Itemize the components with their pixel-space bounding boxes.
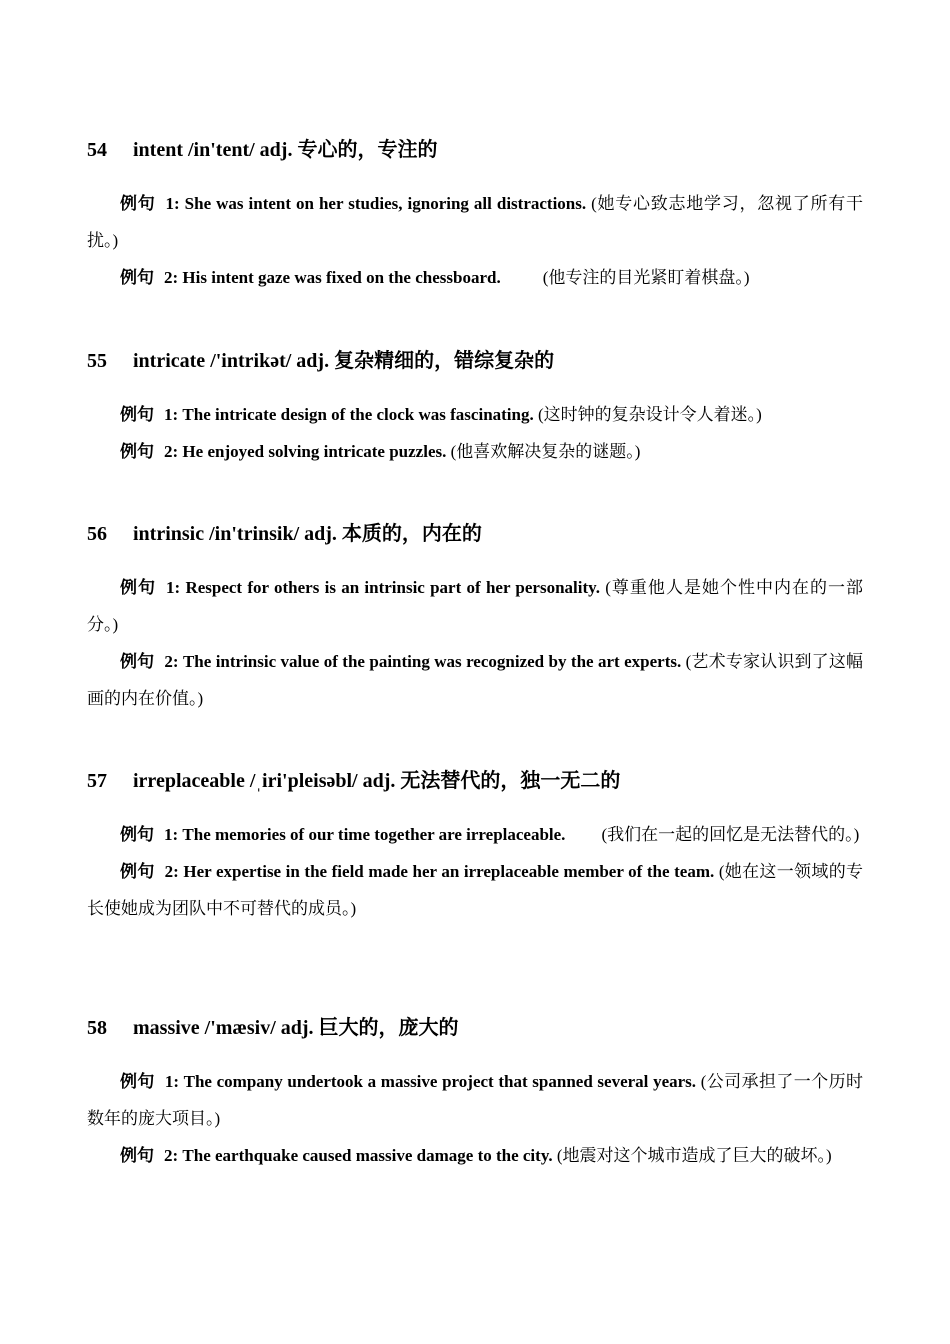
example-label: 例句	[120, 194, 156, 213]
entry-word: intrinsic /in'trinsik/ adj. 本质的，内在的	[133, 523, 482, 545]
example-sentence	[87, 816, 863, 853]
example-sentence	[87, 569, 863, 643]
example-chinese: (尊重他人是她个性中内在的一部分。)	[87, 578, 864, 634]
example-english: She was intent on her studies, ignoring all distractions.	[184, 194, 587, 213]
entry-word: irreplaceable /ˌiri'pleisəbl/ adj. 无法替代的，独一无二的	[133, 770, 621, 792]
example-chinese: (这时钟的复杂设计令人着迷。)	[538, 405, 762, 424]
example-prefix: 2:	[164, 1146, 179, 1165]
example-label: 例句	[120, 1072, 155, 1091]
example-chinese: (他喜欢解决复杂的谜题。)	[450, 442, 641, 461]
example-english: The earthquake caused massive damage to the city.	[182, 1146, 553, 1165]
example-chinese: (她专心致志地学习，忽视了所有干扰。)	[87, 194, 864, 250]
example-english: The intrinsic value of the painting was recognized by the art experts.	[182, 652, 682, 671]
vocab-entry-58	[87, 1015, 863, 1174]
vocab-entry-55	[87, 348, 863, 470]
example-prefix: 1:	[164, 825, 179, 844]
example-label: 例句	[120, 405, 154, 424]
example-english: The company undertook a massive project that spanned several years.	[183, 1072, 697, 1091]
example-label: 例句	[120, 862, 155, 881]
example-sentence	[87, 643, 863, 717]
vocab-entry-57	[87, 768, 863, 927]
example-sentence	[87, 1137, 863, 1174]
example-label: 例句	[120, 578, 157, 597]
entry-number: 58	[87, 1017, 107, 1039]
example-label: 例句	[120, 652, 155, 671]
entry-word: massive /'mæsiv/ adj. 巨大的，庞大的	[133, 1017, 459, 1039]
example-sentence	[87, 396, 863, 433]
example-label: 例句	[120, 268, 154, 287]
example-english: The memories of our time together are irreplaceable.	[182, 825, 566, 844]
example-chinese: (她在这一领域的专长使她成为团队中不可替代的成员。)	[87, 862, 864, 918]
example-prefix: 2:	[164, 268, 179, 287]
entry-number: 54	[87, 139, 107, 161]
entry-number: 56	[87, 523, 107, 545]
example-sentence	[87, 185, 863, 259]
entry-heading	[87, 1015, 863, 1041]
example-english: His intent gaze was fixed on the chessboard.	[182, 268, 501, 287]
example-sentence	[87, 259, 863, 296]
example-chinese: (地震对这个城市造成了巨大的破坏。)	[556, 1146, 832, 1165]
example-english: He enjoyed solving intricate puzzles.	[182, 442, 447, 461]
example-label: 例句	[120, 1146, 154, 1165]
example-prefix: 2:	[164, 862, 179, 881]
example-prefix: 1:	[164, 405, 179, 424]
example-english: The intricate design of the clock was fascinating.	[182, 405, 534, 424]
vocab-entry-56	[87, 521, 863, 717]
example-label: 例句	[120, 825, 154, 844]
example-chinese: (我们在一起的回忆是无法替代的。)	[601, 825, 860, 844]
example-english: Her expertise in the field made her an irreplaceable member of the team.	[183, 862, 715, 881]
entry-heading	[87, 768, 863, 794]
entry-heading	[87, 348, 863, 374]
example-prefix: 2:	[164, 652, 179, 671]
example-label: 例句	[120, 442, 154, 461]
entry-number: 57	[87, 770, 107, 792]
example-english: Respect for others is an intrinsic part of her personality.	[185, 578, 600, 597]
example-chinese: (艺术专家认识到了这幅画的内在价值。)	[87, 652, 864, 708]
entry-word: intent /in'tent/ adj. 专心的，专注的	[133, 139, 438, 161]
example-sentence	[87, 433, 863, 470]
example-prefix: 1:	[166, 578, 181, 597]
vocab-entry-54	[87, 137, 863, 296]
entry-number: 55	[87, 350, 107, 372]
example-prefix: 1:	[164, 1072, 179, 1091]
example-chinese: (他专注的目光紧盯着棋盘。)	[542, 268, 750, 287]
example-chinese: (公司承担了一个历时数年的庞大项目。)	[87, 1072, 863, 1128]
example-prefix: 2:	[164, 442, 179, 461]
entry-heading	[87, 137, 863, 163]
example-prefix: 1:	[165, 194, 180, 213]
example-sentence	[87, 1063, 863, 1137]
example-sentence	[87, 853, 863, 927]
entry-heading	[87, 521, 863, 547]
entry-word: intricate /'intrikət/ adj. 复杂精细的，错综复杂的	[133, 350, 555, 372]
